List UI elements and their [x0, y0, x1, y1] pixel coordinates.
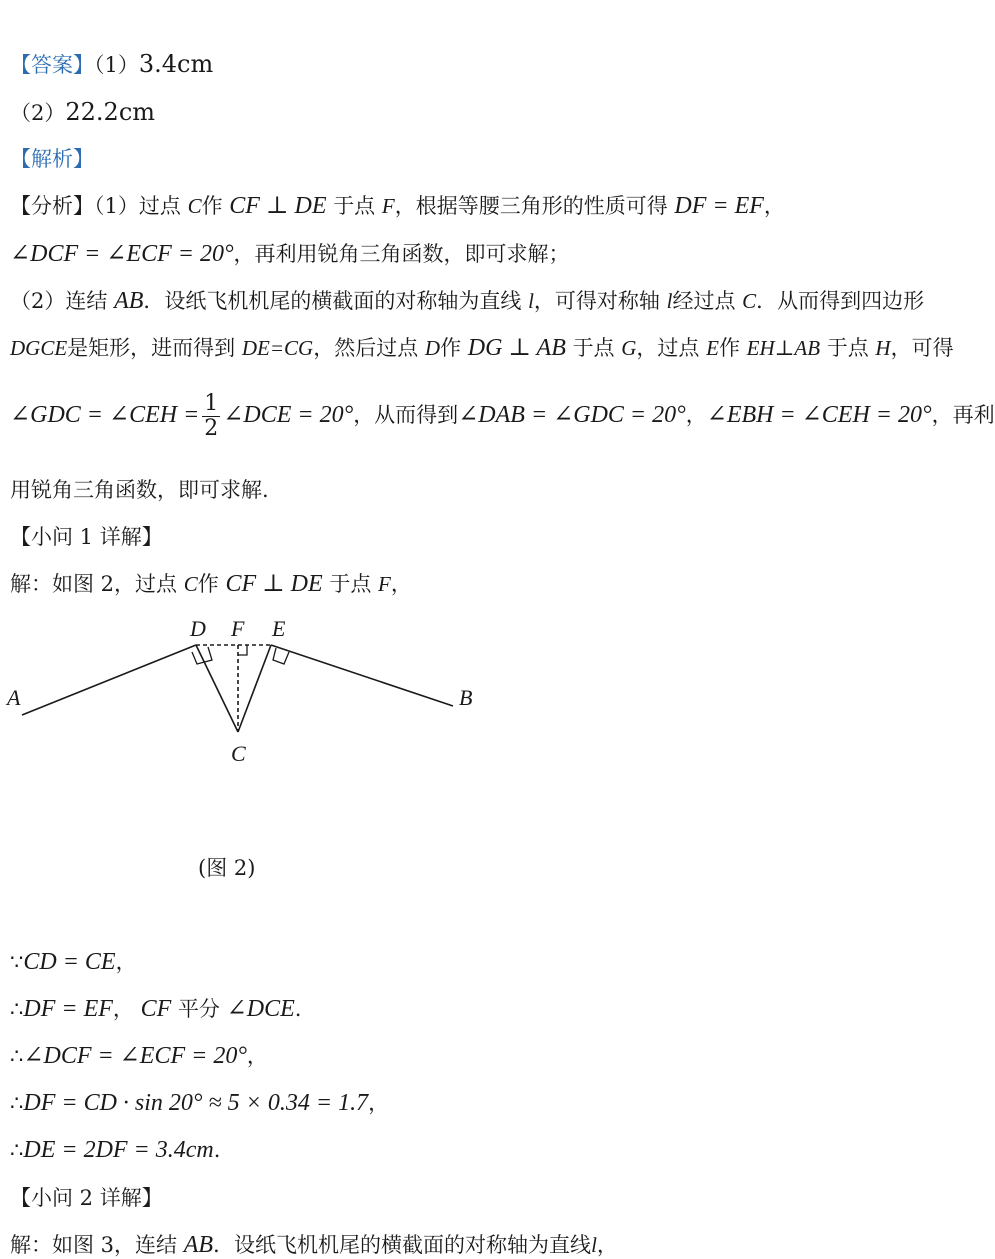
analysis-line-3 — [10, 287, 924, 315]
analysis-line-6: 用锐角三角函数，即可求解. — [10, 478, 269, 502]
text: 经过点 — [672, 289, 736, 313]
math-eq: ∠DAB = ∠GDC = 20° — [458, 402, 686, 428]
text: ，根据等腰三角形的性质可得 — [394, 194, 668, 218]
right-angle-mark-D — [192, 647, 212, 664]
text: 是矩形，进而得到 — [67, 336, 236, 360]
q2-heading: 【小问 2 详解】 — [10, 1186, 163, 1210]
text: ．设纸飞机机尾的横截面的对称轴为直线 — [143, 289, 522, 313]
q1-step-3 — [10, 1042, 268, 1070]
therefore-symbol: ∴ — [10, 997, 24, 1021]
answer-line-2 — [10, 98, 155, 127]
label-D: D — [190, 616, 206, 641]
figure-2-diagram — [0, 612, 500, 782]
math-DECG: DE=CG — [241, 336, 314, 360]
analysis-line-5 — [10, 390, 995, 441]
math-AB: AB — [114, 288, 144, 314]
fraction-one-half — [202, 392, 220, 441]
text: ，再利用锐角三角函数，即可求解； — [233, 242, 570, 266]
text: ， — [390, 572, 412, 596]
math-AB: AB — [183, 1232, 214, 1258]
math-eq: ∠EBH = ∠CEH = 20° — [706, 402, 932, 428]
segment-DC — [196, 645, 238, 732]
q1-step-5 — [10, 1136, 220, 1164]
math-C: C — [742, 289, 757, 313]
text: ， — [596, 1233, 618, 1257]
math-E: E — [706, 336, 719, 360]
q2-intro — [10, 1231, 618, 1259]
analysis-tag: 【分析】 — [10, 194, 94, 218]
math-F: F — [381, 194, 395, 218]
math-CF: CF — [140, 996, 172, 1022]
answer-line-1 — [10, 50, 213, 79]
analysis-label: 【解析】 — [10, 147, 94, 171]
q1-step-4 — [10, 1089, 389, 1117]
math-eq: DE = 2DF = 3.4cm — [23, 1137, 214, 1163]
math-l: l — [591, 1233, 597, 1257]
answer-label: 【答案】 — [10, 53, 94, 77]
figure-2-caption: (图 2) — [198, 856, 256, 880]
text: （1）过点 — [94, 194, 181, 218]
math-DGCE: DGCE — [10, 336, 68, 360]
math-D: D — [424, 336, 441, 360]
math-eq: CF ⊥ DE — [225, 571, 323, 597]
analysis-line-2 — [10, 240, 570, 268]
label-E: E — [272, 616, 286, 641]
answer-part2-prefix: （2） — [10, 101, 66, 125]
segment-AD — [22, 645, 196, 715]
text: 于点 — [329, 572, 372, 596]
math-G: G — [621, 336, 637, 360]
text: ，从而得到 — [353, 403, 459, 427]
math-H: H — [875, 336, 891, 360]
q1-heading: 【小问 1 详解】 — [10, 525, 163, 549]
text: ，可得 — [890, 336, 954, 360]
text: ，再利 — [931, 403, 995, 427]
text: 于点 — [572, 336, 615, 360]
q1-intro — [10, 570, 412, 598]
segment-CE — [238, 645, 271, 732]
text: 作 — [718, 336, 740, 360]
math-F: F — [378, 572, 391, 596]
label-B: B — [459, 685, 473, 710]
text: . — [294, 997, 302, 1021]
text: ， — [115, 950, 137, 974]
math-eq: ∠DCF = ∠ECF = 20° — [10, 241, 234, 267]
math-eq: DF = CD · sin 20° ≈ 5 × 0.34 = 1.7 — [23, 1090, 369, 1116]
math-eq: ∠DCF = ∠ECF = 20° — [23, 1043, 247, 1069]
math-EHAB: EH⊥AB — [746, 336, 821, 360]
math-eq: CF ⊥ DE — [229, 193, 327, 219]
analysis-line-1 — [10, 192, 785, 220]
analysis-line-4 — [10, 334, 954, 362]
text: 解：如图 2，过点 — [10, 572, 178, 596]
math-l: l — [666, 289, 673, 313]
math-eq: ∠GDC = ∠CEH = — [10, 402, 200, 428]
text: ．设纸飞机机尾的横截面的对称轴为直线 — [213, 1233, 592, 1257]
right-angle-mark-F — [238, 645, 247, 655]
segment-EB — [271, 645, 453, 706]
math-eq: DF = EF — [674, 193, 764, 219]
q1-step-2 — [10, 995, 301, 1023]
therefore-symbol: ∴ — [10, 1091, 24, 1115]
label-C: C — [231, 741, 246, 766]
text: ， — [685, 403, 707, 427]
therefore-symbol: ∴ — [10, 1044, 24, 1068]
math-eq: DF = EF — [23, 996, 113, 1022]
text: 平分 — [177, 997, 220, 1021]
text: 作 — [440, 336, 462, 360]
label-F: F — [231, 616, 245, 641]
text: ， — [368, 1091, 390, 1115]
text: ， — [246, 1044, 268, 1068]
math-l: l — [528, 289, 534, 313]
because-symbol: ∵ — [10, 950, 24, 974]
text: 于点 — [333, 194, 376, 218]
text: ， — [112, 997, 134, 1021]
math-eq: ∠DCE = 20° — [223, 402, 354, 428]
text: 作 — [201, 194, 223, 218]
text: 于点 — [826, 336, 869, 360]
text: ，可得对称轴 — [533, 289, 660, 313]
label-A: A — [7, 685, 21, 710]
text: . — [213, 1138, 221, 1162]
answer-part1-prefix: （1） — [94, 53, 139, 77]
q1-step-1 — [10, 948, 137, 976]
text: ，过点 — [636, 336, 700, 360]
answer-part1-value: 3.4cm — [138, 50, 214, 78]
text: ， — [763, 194, 785, 218]
text: （2）连结 — [10, 289, 108, 313]
math-eq: ∠DCE — [226, 996, 295, 1022]
text: ．从而得到四边形 — [756, 289, 925, 313]
math-C: C — [187, 194, 202, 218]
therefore-symbol: ∴ — [10, 1138, 24, 1162]
text: 作 — [197, 572, 219, 596]
math-C: C — [183, 572, 198, 596]
math-eq: CD = CE — [23, 949, 116, 975]
answer-part2-value: 22.2cm — [65, 98, 156, 126]
math-eq: DG ⊥ AB — [467, 335, 566, 361]
fraction-denominator: 2 — [204, 416, 219, 441]
fraction-numerator: 1 — [204, 391, 219, 416]
text: 解：如图 3，连结 — [10, 1233, 178, 1257]
text: ，然后过点 — [313, 336, 419, 360]
